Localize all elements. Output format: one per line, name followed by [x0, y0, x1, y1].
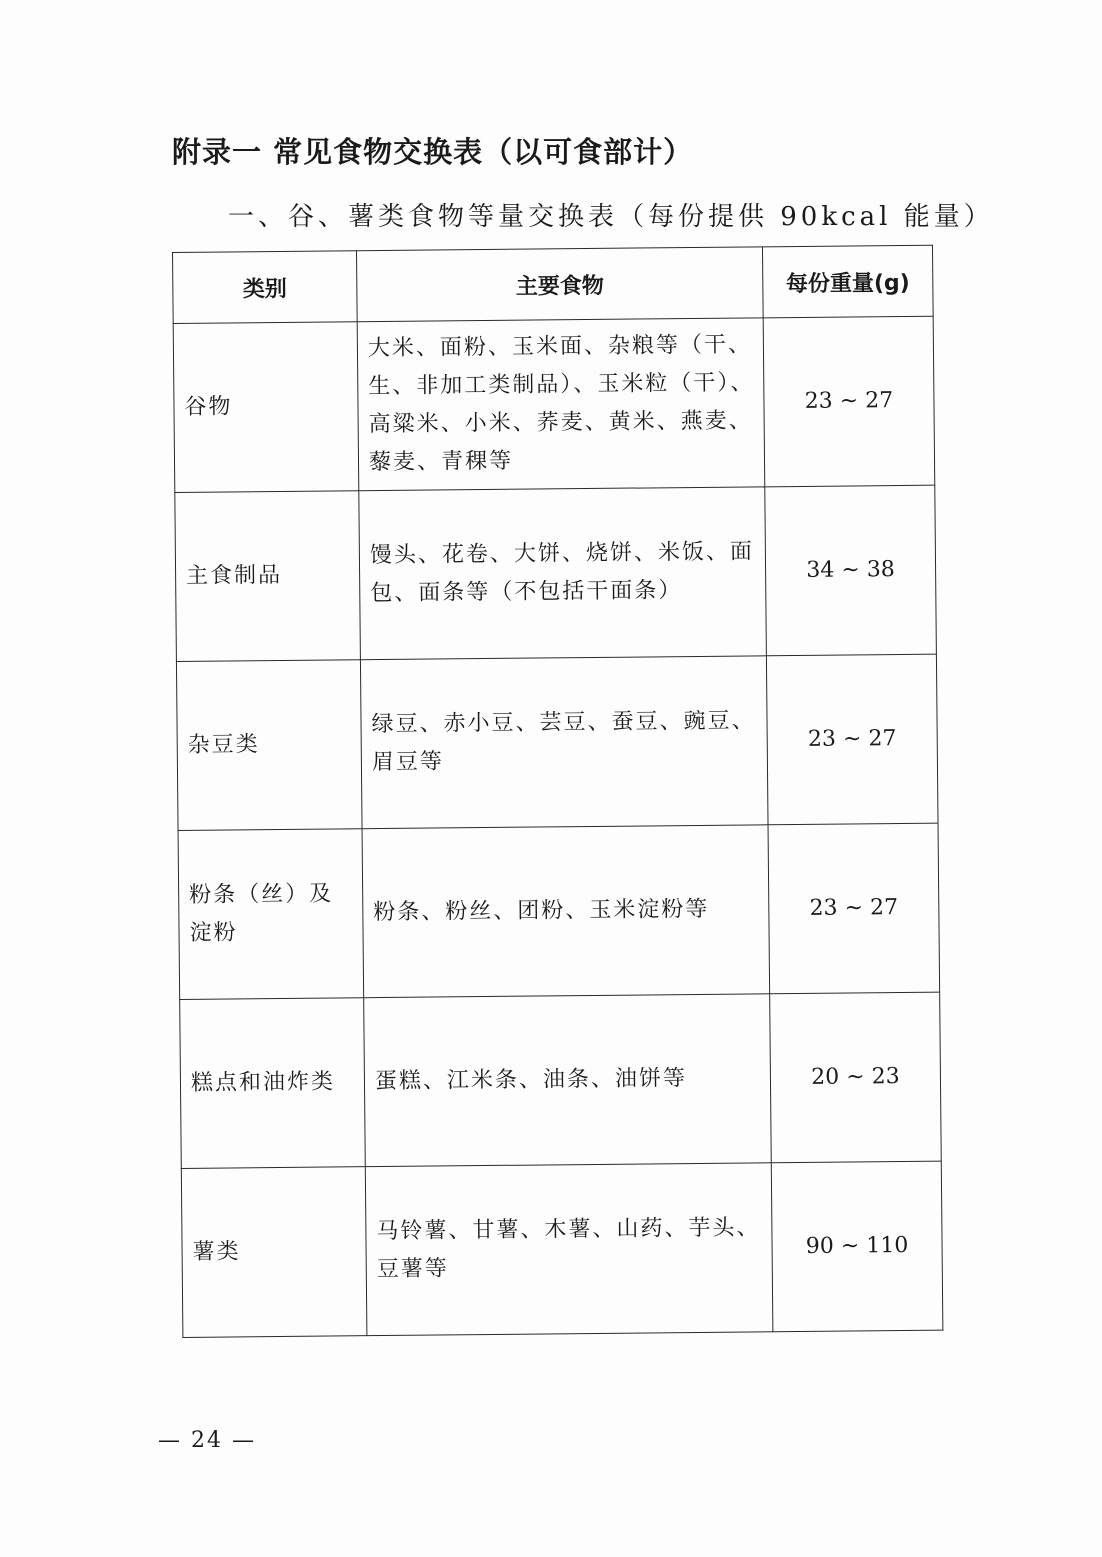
- weight-cell: 20 ~ 23: [770, 992, 942, 1163]
- weight-cell: 34 ~ 38: [765, 485, 937, 656]
- table-row: [180, 992, 942, 1168]
- page-number: — 24 —: [158, 1428, 256, 1453]
- foods-cell: 馒头、花卷、大饼、烧饼、米饭、面包、面条等（不包括干面条）: [359, 487, 767, 660]
- category-cell: 糕点和油炸类: [180, 998, 366, 1169]
- foods-cell: 蛋糕、江米条、油条、油饼等: [364, 994, 772, 1167]
- header-main-foods: 主要食物: [356, 247, 763, 322]
- foods-cell: 马铃薯、甘薯、木薯、山药、芋头、豆薯等: [365, 1163, 773, 1336]
- category-cell: 杂豆类: [176, 660, 362, 831]
- weight-cell: 23 ~ 27: [766, 654, 938, 825]
- appendix-title: 附录一 常见食物交换表（以可食部计）: [172, 135, 694, 169]
- header-category: 类别: [173, 251, 358, 324]
- section-title: 一、谷、薯类食物等量交换表（每份提供 90kcal 能量）: [228, 202, 994, 232]
- category-cell: 薯类: [181, 1167, 367, 1338]
- table-header-row: [173, 245, 934, 323]
- table-row: [176, 654, 938, 830]
- foods-cell: 绿豆、赤小豆、芸豆、蚕豆、豌豆、眉豆等: [360, 656, 768, 829]
- weight-cell: 23 ~ 27: [763, 316, 935, 487]
- food-exchange-table-wrapper: [172, 245, 942, 1338]
- foods-cell: 大米、面粉、玉米面、杂粮等（干、生、非加工类制品）、玉米粒（干）、高粱米、小米、荞麦、黄米、燕麦、藜麦、青稞等: [357, 318, 765, 491]
- food-exchange-table: [172, 245, 943, 1338]
- table-row: [173, 316, 935, 492]
- category-cell: 粉条（丝）及淀粉: [178, 829, 364, 1000]
- foods-cell: 粉条、粉丝、团粉、玉米淀粉等: [362, 825, 770, 998]
- category-cell: 谷物: [173, 322, 359, 493]
- table-row: [181, 1161, 943, 1337]
- weight-cell: 23 ~ 27: [768, 823, 940, 994]
- weight-cell: 90 ~ 110: [771, 1161, 943, 1332]
- category-cell: 主食制品: [175, 491, 361, 662]
- table-row: [175, 485, 937, 661]
- table-row: [178, 823, 940, 999]
- header-weight: 每份重量(g): [762, 245, 933, 318]
